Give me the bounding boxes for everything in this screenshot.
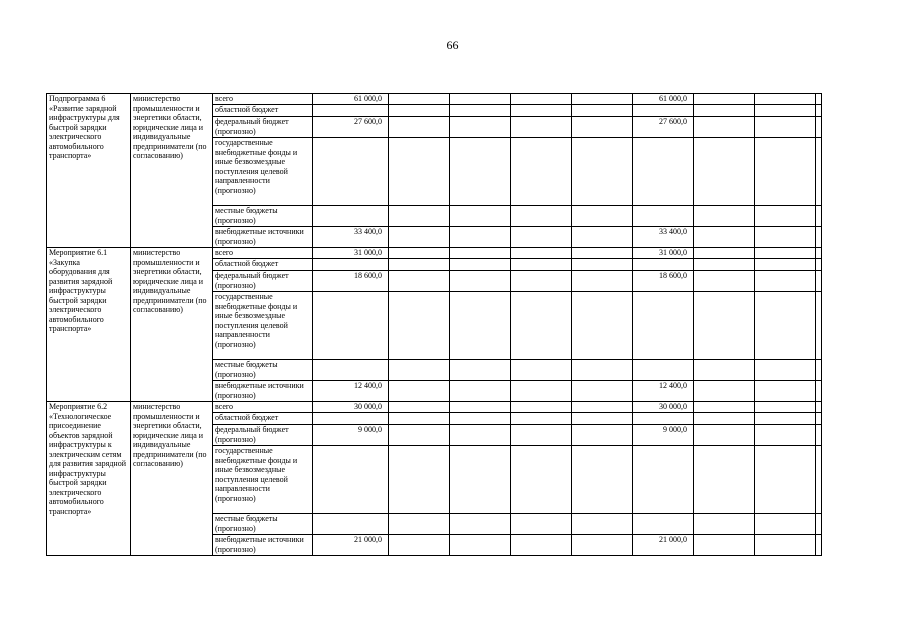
empty-amount-cell [816, 381, 822, 402]
year-amount-cell [633, 360, 694, 381]
empty-amount-cell [755, 514, 816, 535]
empty-amount-cell [816, 425, 822, 446]
empty-amount-cell [389, 227, 450, 248]
empty-amount-cell [511, 227, 572, 248]
total-amount-cell [313, 138, 389, 206]
funding-source-cell: местные бюджеты (прогнозно) [213, 360, 313, 381]
empty-amount-cell [572, 94, 633, 105]
total-amount-cell [313, 360, 389, 381]
empty-amount-cell [694, 535, 755, 556]
empty-amount-cell [450, 381, 511, 402]
empty-amount-cell [816, 248, 822, 259]
empty-amount-cell [511, 105, 572, 117]
empty-amount-cell [511, 402, 572, 413]
empty-amount-cell [450, 292, 511, 360]
empty-amount-cell [755, 446, 816, 514]
empty-amount-cell [694, 292, 755, 360]
total-amount-cell: 31 000,0 [313, 248, 389, 259]
empty-amount-cell [511, 117, 572, 138]
empty-amount-cell [511, 248, 572, 259]
funding-source-cell: всего [213, 402, 313, 413]
empty-amount-cell [511, 292, 572, 360]
empty-amount-cell [450, 206, 511, 227]
empty-amount-cell [511, 138, 572, 206]
executor-cell: министерство промышленности и энергетики области, юридические лица и индивидуальные предприниматели (по согласованию) [131, 94, 213, 248]
year-amount-cell: 21 000,0 [633, 535, 694, 556]
empty-amount-cell [511, 535, 572, 556]
program-name-cell: Мероприятие 6.2 «Технологическое присоединение объектов зарядной инфраструктуры к электрическим сетям для развития зарядной инфраструктуры быстрой зарядки электрического автомобильного транспорта» [47, 402, 131, 556]
empty-amount-cell [816, 446, 822, 514]
empty-amount-cell [755, 138, 816, 206]
empty-amount-cell [450, 360, 511, 381]
total-amount-cell: 27 600,0 [313, 117, 389, 138]
empty-amount-cell [389, 94, 450, 105]
empty-amount-cell [511, 360, 572, 381]
total-amount-cell: 9 000,0 [313, 425, 389, 446]
year-amount-cell [633, 105, 694, 117]
empty-amount-cell [450, 425, 511, 446]
empty-amount-cell [389, 360, 450, 381]
empty-amount-cell [450, 259, 511, 271]
empty-amount-cell [816, 105, 822, 117]
empty-amount-cell [389, 206, 450, 227]
empty-amount-cell [694, 206, 755, 227]
year-amount-cell [633, 292, 694, 360]
empty-amount-cell [816, 138, 822, 206]
total-amount-cell [313, 514, 389, 535]
funding-source-cell: областной бюджет [213, 259, 313, 271]
total-amount-cell [313, 206, 389, 227]
empty-amount-cell [694, 94, 755, 105]
year-amount-cell [633, 259, 694, 271]
empty-amount-cell [816, 535, 822, 556]
empty-amount-cell [450, 117, 511, 138]
empty-amount-cell [450, 535, 511, 556]
empty-amount-cell [389, 248, 450, 259]
funding-source-cell: государственные внебюджетные фонды и иные безвозмездные поступления целевой направленности (прогнозно) [213, 292, 313, 360]
empty-amount-cell [450, 94, 511, 105]
empty-amount-cell [755, 271, 816, 292]
total-amount-cell [313, 105, 389, 117]
empty-amount-cell [511, 413, 572, 425]
empty-amount-cell [694, 402, 755, 413]
empty-amount-cell [450, 413, 511, 425]
empty-amount-cell [572, 292, 633, 360]
empty-amount-cell [816, 292, 822, 360]
empty-amount-cell [572, 248, 633, 259]
empty-amount-cell [755, 227, 816, 248]
year-amount-cell [633, 514, 694, 535]
empty-amount-cell [572, 105, 633, 117]
empty-amount-cell [450, 227, 511, 248]
funding-source-cell: областной бюджет [213, 413, 313, 425]
empty-amount-cell [572, 227, 633, 248]
empty-amount-cell [816, 259, 822, 271]
year-amount-cell: 61 000,0 [633, 94, 694, 105]
empty-amount-cell [694, 413, 755, 425]
empty-amount-cell [755, 292, 816, 360]
empty-amount-cell [511, 271, 572, 292]
year-amount-cell: 30 000,0 [633, 402, 694, 413]
executor-cell: министерство промышленности и энергетики области, юридические лица и индивидуальные предприниматели (по согласованию) [131, 402, 213, 556]
funding-source-cell: государственные внебюджетные фонды и иные безвозмездные поступления целевой направленности (прогнозно) [213, 446, 313, 514]
empty-amount-cell [572, 514, 633, 535]
empty-amount-cell [572, 402, 633, 413]
total-amount-cell [313, 259, 389, 271]
empty-amount-cell [572, 381, 633, 402]
empty-amount-cell [389, 117, 450, 138]
empty-amount-cell [755, 381, 816, 402]
total-amount-cell: 18 600,0 [313, 271, 389, 292]
empty-amount-cell [511, 425, 572, 446]
empty-amount-cell [389, 105, 450, 117]
empty-amount-cell [511, 206, 572, 227]
empty-amount-cell [389, 381, 450, 402]
funding-source-cell: федеральный бюджет (прогнозно) [213, 425, 313, 446]
empty-amount-cell [511, 446, 572, 514]
empty-amount-cell [694, 446, 755, 514]
empty-amount-cell [694, 271, 755, 292]
empty-amount-cell [755, 248, 816, 259]
empty-amount-cell [816, 413, 822, 425]
empty-amount-cell [694, 138, 755, 206]
funding-source-cell: государственные внебюджетные фонды и иные безвозмездные поступления целевой направленности (прогнозно) [213, 138, 313, 206]
empty-amount-cell [450, 514, 511, 535]
year-amount-cell: 31 000,0 [633, 248, 694, 259]
empty-amount-cell [816, 402, 822, 413]
empty-amount-cell [389, 535, 450, 556]
year-amount-cell [633, 138, 694, 206]
empty-amount-cell [572, 206, 633, 227]
empty-amount-cell [755, 535, 816, 556]
executor-cell: министерство промышленности и энергетики области, юридические лица и индивидуальные предприниматели (по согласованию) [131, 248, 213, 402]
empty-amount-cell [389, 259, 450, 271]
funding-source-cell: внебюджетные источники (прогнозно) [213, 535, 313, 556]
empty-amount-cell [755, 105, 816, 117]
program-name-cell: Подпрограмма 6 «Развитие зарядной инфраструктуры для быстрой зарядки электрического автомобильного транспорта» [47, 94, 131, 248]
empty-amount-cell [572, 535, 633, 556]
empty-amount-cell [755, 425, 816, 446]
year-amount-cell: 33 400,0 [633, 227, 694, 248]
table-row [47, 94, 822, 105]
empty-amount-cell [389, 292, 450, 360]
empty-amount-cell [572, 271, 633, 292]
empty-amount-cell [511, 94, 572, 105]
total-amount-cell: 21 000,0 [313, 535, 389, 556]
total-amount-cell: 12 400,0 [313, 381, 389, 402]
empty-amount-cell [389, 425, 450, 446]
empty-amount-cell [572, 360, 633, 381]
program-name-cell: Мероприятие 6.1 «Закупка оборудования для развития зарядной инфраструктуры быстрой зарядки электрического автомобильного транспорта» [47, 248, 131, 402]
table-row [47, 248, 822, 259]
funding-source-cell: всего [213, 248, 313, 259]
funding-source-cell: федеральный бюджет (прогнозно) [213, 117, 313, 138]
year-amount-cell [633, 206, 694, 227]
empty-amount-cell [694, 227, 755, 248]
empty-amount-cell [755, 94, 816, 105]
empty-amount-cell [389, 138, 450, 206]
empty-amount-cell [816, 117, 822, 138]
budget-table [46, 93, 822, 556]
page-number: 66 [446, 38, 459, 52]
empty-amount-cell [694, 360, 755, 381]
year-amount-cell [633, 446, 694, 514]
empty-amount-cell [511, 381, 572, 402]
year-amount-cell: 18 600,0 [633, 271, 694, 292]
empty-amount-cell [389, 271, 450, 292]
empty-amount-cell [450, 402, 511, 413]
empty-amount-cell [511, 259, 572, 271]
empty-amount-cell [389, 446, 450, 514]
empty-amount-cell [694, 514, 755, 535]
funding-source-cell: внебюджетные источники (прогнозно) [213, 227, 313, 248]
empty-amount-cell [389, 514, 450, 535]
empty-amount-cell [816, 360, 822, 381]
empty-amount-cell [816, 514, 822, 535]
empty-amount-cell [755, 413, 816, 425]
year-amount-cell [633, 413, 694, 425]
empty-amount-cell [694, 425, 755, 446]
empty-amount-cell [572, 117, 633, 138]
funding-source-cell: федеральный бюджет (прогнозно) [213, 271, 313, 292]
empty-amount-cell [389, 413, 450, 425]
empty-amount-cell [450, 271, 511, 292]
empty-amount-cell [694, 105, 755, 117]
empty-amount-cell [450, 105, 511, 117]
funding-source-cell: местные бюджеты (прогнозно) [213, 206, 313, 227]
empty-amount-cell [511, 514, 572, 535]
year-amount-cell: 27 600,0 [633, 117, 694, 138]
total-amount-cell [313, 413, 389, 425]
total-amount-cell [313, 446, 389, 514]
empty-amount-cell [572, 413, 633, 425]
empty-amount-cell [572, 425, 633, 446]
empty-amount-cell [755, 206, 816, 227]
empty-amount-cell [694, 259, 755, 271]
empty-amount-cell [694, 381, 755, 402]
empty-amount-cell [450, 446, 511, 514]
total-amount-cell: 30 000,0 [313, 402, 389, 413]
empty-amount-cell [572, 138, 633, 206]
year-amount-cell: 12 400,0 [633, 381, 694, 402]
empty-amount-cell [755, 402, 816, 413]
empty-amount-cell [694, 248, 755, 259]
empty-amount-cell [389, 402, 450, 413]
empty-amount-cell [450, 138, 511, 206]
empty-amount-cell [694, 117, 755, 138]
empty-amount-cell [816, 206, 822, 227]
empty-amount-cell [816, 271, 822, 292]
empty-amount-cell [755, 259, 816, 271]
total-amount-cell [313, 292, 389, 360]
empty-amount-cell [816, 227, 822, 248]
funding-source-cell: местные бюджеты (прогнозно) [213, 514, 313, 535]
table-row [47, 402, 822, 413]
empty-amount-cell [755, 117, 816, 138]
funding-source-cell: всего [213, 94, 313, 105]
empty-amount-cell [816, 94, 822, 105]
empty-amount-cell [755, 360, 816, 381]
funding-source-cell: областной бюджет [213, 105, 313, 117]
total-amount-cell: 33 400,0 [313, 227, 389, 248]
empty-amount-cell [450, 248, 511, 259]
empty-amount-cell [572, 259, 633, 271]
empty-amount-cell [572, 446, 633, 514]
funding-source-cell: внебюджетные источники (прогнозно) [213, 381, 313, 402]
year-amount-cell: 9 000,0 [633, 425, 694, 446]
total-amount-cell: 61 000,0 [313, 94, 389, 105]
